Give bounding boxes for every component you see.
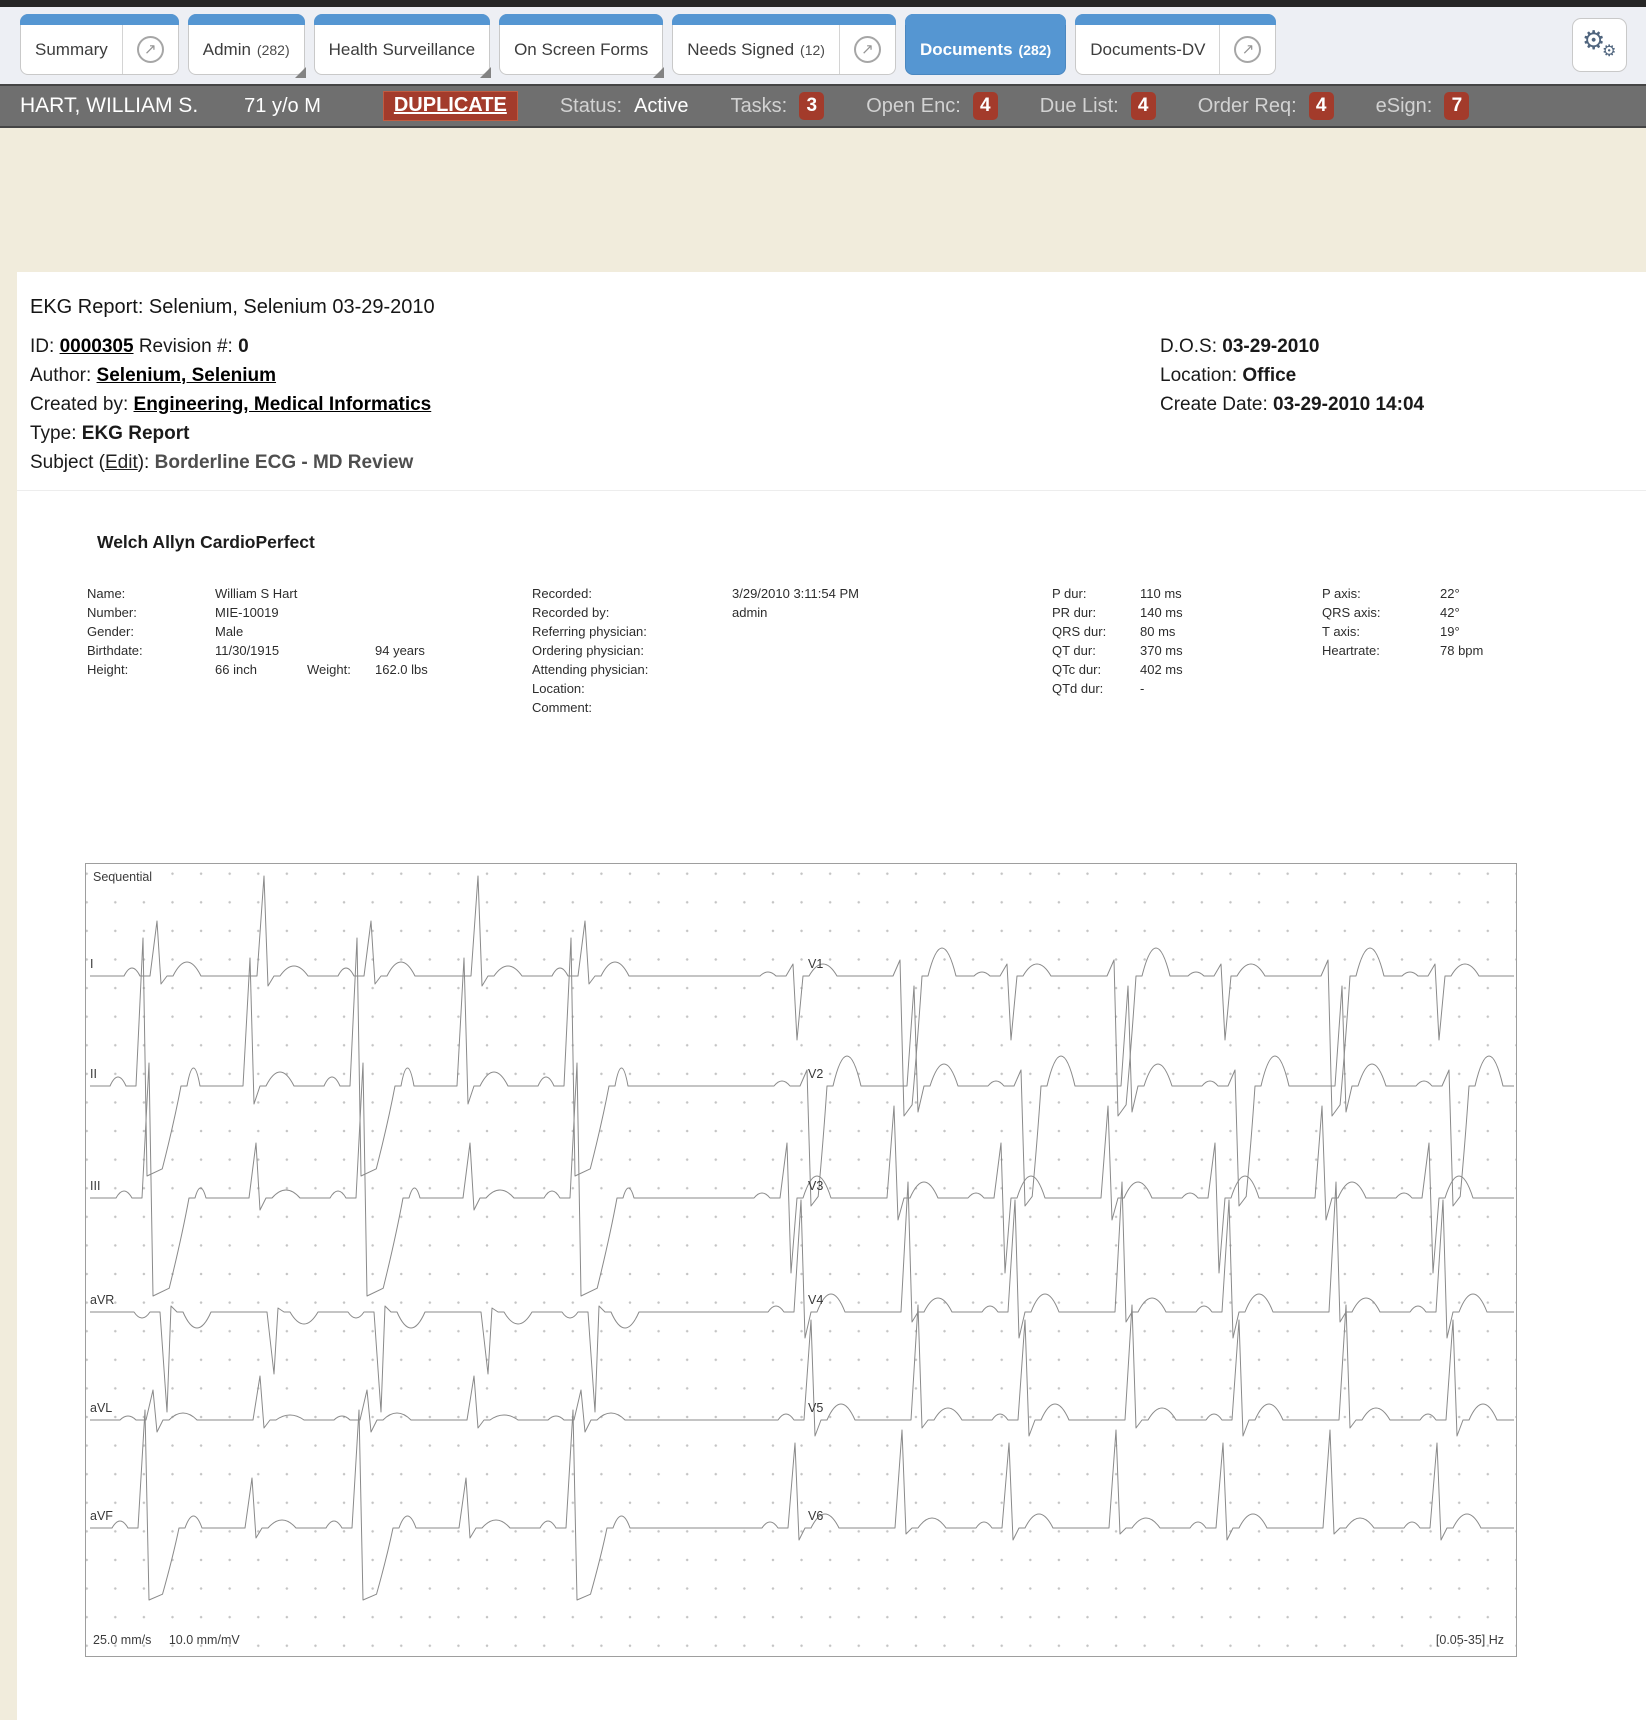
counter-badge[interactable]: 3 (799, 92, 824, 120)
tab-label: Documents-DV (1090, 39, 1206, 59)
create-date-value: 03-29-2010 14:04 (1273, 394, 1425, 415)
counter-label: eSign: (1375, 94, 1433, 117)
tab-admin[interactable] (188, 14, 305, 75)
info-row: P axis: 22° (1322, 586, 1460, 601)
id-link[interactable]: 0000305 (59, 336, 134, 357)
arrow-up-right-icon: ↗ (1234, 36, 1261, 63)
patient-age-sex: 71 y/o M (244, 94, 321, 117)
info-row: Ordering physician: (532, 643, 644, 658)
counter-order-req (1198, 92, 1334, 120)
ecg-lead-label: aVL (90, 1401, 113, 1415)
dos-label: D.O.S: (1160, 336, 1218, 357)
counter-label: Due List: (1039, 94, 1119, 117)
ekg-device-title: Welch Allyn CardioPerfect (97, 532, 315, 552)
counter-esign (1376, 92, 1470, 120)
info-row: QTd dur: - (1052, 681, 1145, 696)
counter-badge[interactable]: 4 (973, 92, 998, 120)
tab-count: (12) (800, 41, 825, 58)
info-row: Recorded by: admin (532, 605, 768, 620)
ecg-lead-label: V4 (808, 1293, 824, 1307)
ecg-lead-label: V2 (808, 1067, 824, 1081)
info-row: T axis: 19° (1322, 624, 1460, 639)
ecg-waveform (736, 986, 1514, 1206)
ecg-waveform (90, 1306, 736, 1412)
document-meta-left (30, 332, 431, 477)
document-id-line (30, 332, 431, 361)
tab-health-surveillance[interactable] (314, 14, 490, 75)
ecg-strip (85, 863, 1517, 1657)
location-label: Location: (1160, 365, 1238, 386)
ecg-waveform (736, 1305, 1514, 1436)
tab-label: Documents (919, 39, 1013, 59)
ekg-patient-info-group (87, 584, 465, 679)
created-by-link[interactable]: Engineering, Medical Informatics (133, 394, 432, 415)
document-type-line (30, 419, 431, 448)
info-row: Referring physician: (532, 624, 647, 639)
tab-label: On Screen Forms (514, 39, 649, 59)
tab-label: Summary (35, 39, 108, 59)
ecg-lead-label: III (90, 1179, 101, 1193)
counter-due-list (1040, 92, 1156, 120)
status-group (560, 95, 689, 118)
dos-line (1160, 332, 1424, 361)
ecg-lead-label: I (90, 957, 94, 971)
ecg-lead-label: V1 (808, 957, 824, 971)
tab-count: (282) (1018, 41, 1052, 58)
document-title: EKG Report: Selenium, Selenium 03-29-2010 (30, 296, 435, 318)
ecg-lead-label: V5 (808, 1401, 824, 1415)
ecg-scale-labels (93, 1633, 240, 1647)
info-row: Name: William S Hart (87, 586, 298, 601)
info-row: PR dur: 140 ms (1052, 605, 1183, 620)
info-row: P dur: 110 ms (1052, 586, 1182, 601)
ecg-waveform (736, 1182, 1514, 1338)
document-card (17, 272, 1646, 1720)
info-row: Birthdate: 11/30/1915 94 years (87, 643, 425, 658)
ecg-waveform (736, 1430, 1514, 1540)
arrow-up-right-icon: ↗ (137, 36, 164, 63)
ecg-waveform (90, 1063, 736, 1296)
counter-label: Open Enc: (866, 94, 961, 117)
info-row: Number: MIE-10019 (87, 605, 279, 620)
info-row: QRS axis: 42° (1322, 605, 1460, 620)
document-body-separator (17, 490, 1646, 491)
tab-accent-bar (20, 14, 179, 25)
author-label: Author: (30, 365, 92, 386)
ecg-waveform (90, 1410, 736, 1600)
tab-documents[interactable] (905, 14, 1066, 75)
ecg-lead-label: V6 (808, 1509, 824, 1523)
tab-accent-bar (314, 14, 490, 25)
tab-summary[interactable] (20, 14, 179, 75)
info-row: Attending physician: (532, 662, 649, 677)
document-author-line (30, 361, 431, 390)
dropdown-corner-icon (653, 67, 664, 78)
type-value: EKG Report (81, 423, 190, 444)
revision-value: 0 (238, 336, 249, 357)
info-row: Gender: Male (87, 624, 244, 639)
ecg-waveform (90, 876, 736, 986)
location-line (1160, 361, 1424, 390)
info-row: Recorded: 3/29/2010 3:11:54 PM (532, 586, 859, 601)
counter-tasks (731, 92, 825, 120)
ecg-mode-label: Sequential (93, 870, 153, 884)
gear-small-icon: ⚙ (1602, 43, 1617, 60)
subject-edit-link[interactable]: Edit (104, 452, 138, 473)
tab-on-screen-forms[interactable] (499, 14, 663, 75)
counter-badge[interactable]: 7 (1444, 92, 1469, 120)
settings-button[interactable] (1572, 18, 1627, 72)
tab-accent-bar (905, 14, 1066, 25)
subject-value: Borderline ECG - MD Review (154, 452, 414, 473)
duplicate-flag[interactable]: DUPLICATE (383, 91, 518, 121)
document-subject-line (30, 448, 431, 477)
ecg-waveform (736, 1106, 1514, 1273)
gear-icon: ⚙ (1582, 25, 1606, 55)
counter-badge[interactable]: 4 (1309, 92, 1334, 120)
arrow-up-right-icon: ↗ (854, 36, 881, 63)
ecg-speed-label: 25.0 mm/s (93, 1633, 152, 1647)
dropdown-corner-icon (480, 67, 491, 78)
tab-label: Health Surveillance (328, 39, 476, 59)
create-date-label: Create Date: (1160, 394, 1268, 415)
subject-label-prefix: Subject ( (30, 452, 105, 473)
ekg-intervals-group (1052, 584, 1250, 698)
ecg-filter-label: [0.05-35] Hz (1435, 1633, 1504, 1647)
ecg-lead-label: II (90, 1067, 97, 1081)
patient-banner (0, 84, 1646, 128)
counter-label: Order Req: (1197, 94, 1297, 117)
info-row: QTc dur: 402 ms (1052, 662, 1183, 677)
create-date-line (1160, 390, 1424, 419)
status-label: Status: (559, 94, 623, 117)
ecg-waveform (90, 1376, 736, 1432)
info-row: Heartrate: 78 bpm (1322, 643, 1484, 658)
info-row: Comment: (532, 700, 592, 715)
ekg-recording-info-group (532, 584, 972, 717)
ekg-axes-group (1322, 584, 1550, 660)
tab-documents-dv[interactable] (1075, 14, 1276, 75)
tab-accent-bar (672, 14, 896, 25)
banner-counters (689, 92, 1470, 120)
author-link[interactable]: Selenium, Selenium (96, 365, 277, 386)
type-label: Type: (30, 423, 77, 444)
tab-bar (0, 7, 1646, 84)
dos-value: 03-29-2010 (1222, 336, 1320, 357)
window-top-strip (0, 0, 1646, 7)
ecg-svg (86, 864, 1518, 1658)
info-row: QRS dur: 80 ms (1052, 624, 1176, 639)
revision-label: Revision #: (138, 336, 233, 357)
created-by-label: Created by: (30, 394, 129, 415)
ecg-lead-label: aVF (90, 1509, 113, 1523)
patient-name: HART, WILLIAM S. (20, 94, 199, 117)
document-created-by-line (30, 390, 431, 419)
info-row: Location: (532, 681, 585, 696)
ecg-gain-label: 10.0 mm/mV (168, 1633, 240, 1647)
dropdown-corner-icon (295, 67, 306, 78)
ecg-lead-label: V3 (808, 1179, 824, 1193)
counter-label: Tasks: (730, 94, 788, 117)
document-meta-right (1160, 332, 1424, 419)
tab-label: Needs Signed (687, 39, 795, 59)
tab-count: (282) (256, 41, 290, 58)
tab-needs-signed[interactable] (672, 14, 896, 75)
info-row: Height: 66 inch Weight: 162.0 lbs (87, 662, 428, 677)
tab-label: Admin (202, 39, 251, 59)
location-value: Office (1242, 365, 1297, 386)
ecg-lead-label: aVR (90, 1293, 115, 1307)
ecg-waveform (90, 938, 736, 1176)
counter-open-enc (866, 92, 998, 120)
counter-badge[interactable]: 4 (1131, 92, 1156, 120)
id-label: ID: (30, 336, 55, 357)
info-row: QT dur: 370 ms (1052, 643, 1183, 658)
tab-accent-bar (499, 14, 663, 25)
tab-accent-bar (188, 14, 305, 25)
tab-accent-bar (1075, 14, 1276, 25)
subject-label-suffix: ): (137, 452, 150, 473)
status-value: Active (634, 94, 689, 117)
